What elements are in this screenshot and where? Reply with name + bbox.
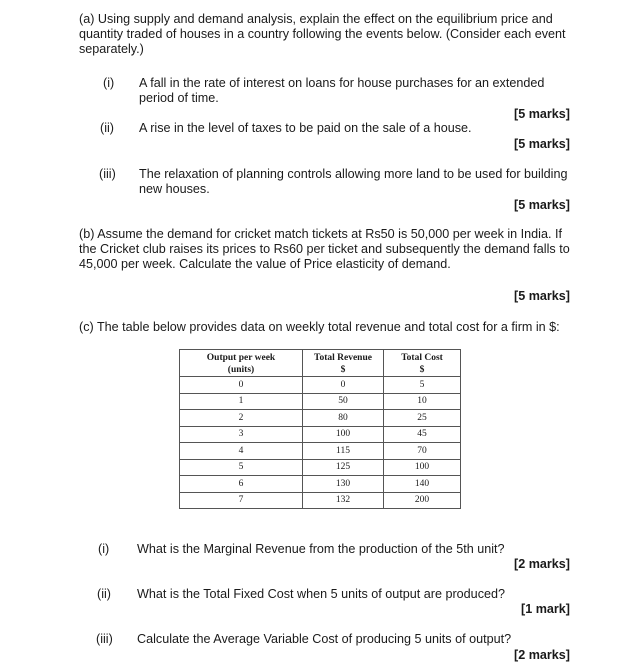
revenue-cell: 0 bbox=[303, 377, 384, 394]
part-c-intro: (c) The table below provides data on weekly total revenue and total cost for a firm in $: bbox=[79, 320, 560, 334]
output-cell: 1 bbox=[180, 393, 303, 410]
part-c-question-1-marks: [2 marks] bbox=[514, 557, 571, 571]
header-total-cost bbox=[384, 350, 461, 377]
output-cell: 2 bbox=[180, 410, 303, 427]
revenue-cell: 100 bbox=[303, 426, 384, 443]
part-c-question-3-text: Calculate the Average Variable Cost of producing 5 units of output? bbox=[137, 632, 512, 646]
table-row bbox=[180, 492, 461, 509]
cost-cell: 100 bbox=[384, 459, 461, 476]
table-row bbox=[180, 476, 461, 493]
table-row bbox=[180, 393, 461, 410]
cost-cell: 140 bbox=[384, 476, 461, 493]
output-cell: 0 bbox=[180, 377, 303, 394]
revenue-cell: 130 bbox=[303, 476, 384, 493]
cost-cell: 200 bbox=[384, 492, 461, 509]
output-cell: 7 bbox=[180, 492, 303, 509]
output-cell: 4 bbox=[180, 443, 303, 460]
header-output bbox=[180, 350, 303, 377]
header-output-unit: (units) bbox=[227, 365, 255, 375]
cost-cell: 10 bbox=[384, 393, 461, 410]
part-a-item-1-marks: [5 marks] bbox=[514, 107, 571, 121]
cost-cell: 45 bbox=[384, 426, 461, 443]
revenue-cost-table bbox=[179, 349, 461, 509]
revenue-cell: 115 bbox=[303, 443, 384, 460]
part-a-item-2-marks: [5 marks] bbox=[514, 137, 571, 151]
revenue-cell: 132 bbox=[303, 492, 384, 509]
header-revenue-unit: $ bbox=[340, 365, 346, 375]
cost-cell: 5 bbox=[384, 377, 461, 394]
header-cost-unit: $ bbox=[419, 365, 425, 375]
header-revenue-title: Total Revenue bbox=[314, 353, 372, 363]
part-c-question-3-number: (iii) bbox=[96, 632, 113, 646]
header-cost-title: Total Cost bbox=[401, 353, 443, 363]
output-cell: 3 bbox=[180, 426, 303, 443]
header-output-title: Output per week bbox=[206, 353, 276, 363]
output-cell: 5 bbox=[180, 459, 303, 476]
table-row bbox=[180, 377, 461, 394]
part-c-question-3-marks: [2 marks] bbox=[514, 648, 571, 662]
revenue-cell: 125 bbox=[303, 459, 384, 476]
part-c-question-1-text: What is the Marginal Revenue from the production of the 5th unit? bbox=[137, 542, 505, 556]
table-row bbox=[180, 410, 461, 427]
part-a-intro: (a) Using supply and demand analysis, explain the effect on the equilibrium price and quantity traded of houses in a country following the events below. (Consider each event separately.) bbox=[79, 12, 566, 56]
part-a-item-1-number: (i) bbox=[103, 76, 115, 90]
cost-cell: 25 bbox=[384, 410, 461, 427]
cost-cell: 70 bbox=[384, 443, 461, 460]
part-a-item-3-text: The relaxation of planning controls allowing more land to be used for building new houses. bbox=[139, 167, 568, 196]
table-header-row bbox=[180, 350, 461, 377]
part-c-question-1-number: (i) bbox=[98, 542, 110, 556]
part-a-item-3-number: (iii) bbox=[99, 167, 116, 181]
part-b-text: (b) Assume the demand for cricket match tickets at Rs50 is 50,000 per week in India. If the Cricket club raises its prices to Rs60 per ticket and subsequently the demand falls to 45,000 per week. Calculate the value of Price elasticity of demand. bbox=[79, 227, 570, 271]
part-c-question-2-text: What is the Total Fixed Cost when 5 units of output are produced? bbox=[137, 587, 505, 601]
part-b-marks: [5 marks] bbox=[514, 289, 571, 303]
table-row bbox=[180, 426, 461, 443]
part-a-item-1-text: A fall in the rate of interest on loans for house purchases for an extended period of time. bbox=[139, 76, 545, 105]
table-row bbox=[180, 443, 461, 460]
revenue-cell: 80 bbox=[303, 410, 384, 427]
table-row bbox=[180, 459, 461, 476]
part-a-item-2-number: (ii) bbox=[100, 121, 114, 135]
revenue-cell: 50 bbox=[303, 393, 384, 410]
part-c-question-2-number: (ii) bbox=[97, 587, 111, 601]
output-cell: 6 bbox=[180, 476, 303, 493]
part-a-item-3-marks: [5 marks] bbox=[514, 198, 571, 212]
part-c-question-2-marks: [1 mark] bbox=[521, 602, 570, 616]
header-total-revenue bbox=[303, 350, 384, 377]
part-a-item-2-text: A rise in the level of taxes to be paid on the sale of a house. bbox=[139, 121, 472, 135]
